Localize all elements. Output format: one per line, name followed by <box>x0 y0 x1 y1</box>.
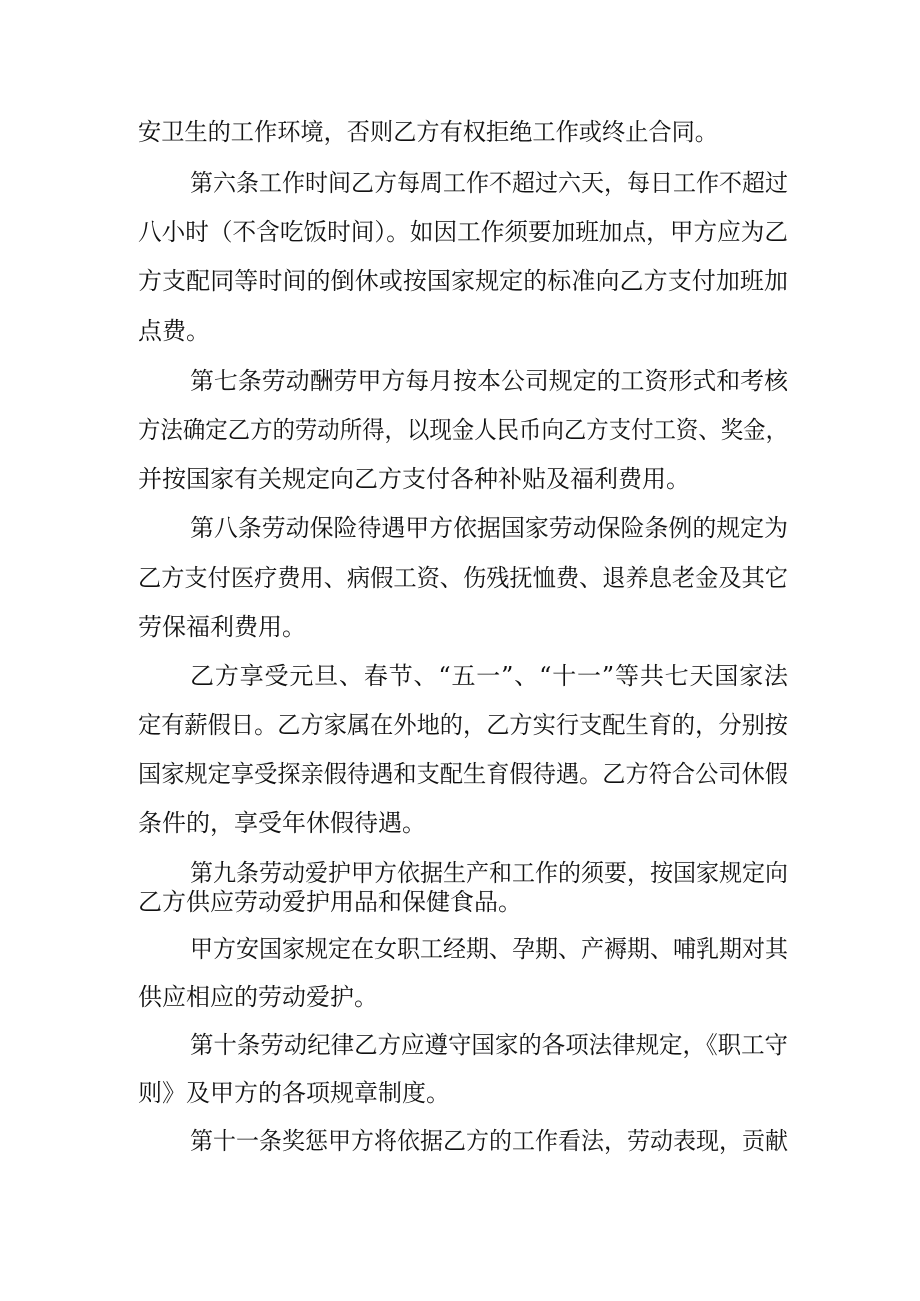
text-line: 点费。 <box>138 317 210 345</box>
text-line: 乙方享受元旦、春节、“五一”、“十一”等共七天国家法 <box>190 662 788 690</box>
text-line: 劳保福利费用。 <box>138 613 306 641</box>
text-line: 乙方供应劳动爱护用品和保健食品。 <box>138 888 522 916</box>
text-line: 第八条劳动保险待遇甲方依据国家劳动保险条例的规定为 <box>190 514 788 542</box>
text-line: 第十条劳动纪律乙方应遵守国家的各项法律规定，《职工守 <box>190 1031 788 1059</box>
text-line: 则》及甲方的各项规章制度。 <box>138 1079 450 1107</box>
text-line: 乙方支付医疗费用、病假工资、伤残抚恤费、退养息老金及其它 <box>138 564 788 592</box>
text-line: 第六条工作时间乙方每周工作不超过六天，每日工作不超过 <box>190 169 788 197</box>
text-line: 第七条劳动酬劳甲方每月按本公司规定的工资形式和考核 <box>190 367 788 395</box>
text-line: 条件的，享受年休假待遇。 <box>138 809 426 837</box>
text-line: 供应相应的劳动爱护。 <box>138 983 378 1011</box>
text-line: 并按国家有关规定向乙方支付各种补贴及福利费用。 <box>138 465 690 493</box>
text-line: 定有薪假日。乙方家属在外地的，乙方实行支配生育的，分别按 <box>138 711 788 739</box>
text-line: 国家规定享受探亲假待遇和支配生育假待遇。乙方符合公司休假 <box>138 760 788 788</box>
text-line: 第九条劳动爱护甲方依据生产和工作的须要，按国家规定向 <box>190 859 788 887</box>
text-line: 安卫生的工作环境，否则乙方有权拒绝工作或终止合同。 <box>138 118 718 146</box>
text-line: 方支配同等时间的倒休或按国家规定的标准向乙方支付加班加 <box>138 267 788 295</box>
text-line: 第十一条奖惩甲方将依据乙方的工作看法，劳动表现，贡献 <box>190 1127 788 1155</box>
text-line: 方法确定乙方的劳动所得，以现金人民币向乙方支付工资、奖金， <box>138 416 788 444</box>
text-line: 八小时（不含吃饭时间）。如因工作须要加班加点，甲方应为乙 <box>138 218 788 246</box>
text-line: 甲方安国家规定在女职工经期、孕期、产褥期、哺乳期对其 <box>190 935 788 963</box>
